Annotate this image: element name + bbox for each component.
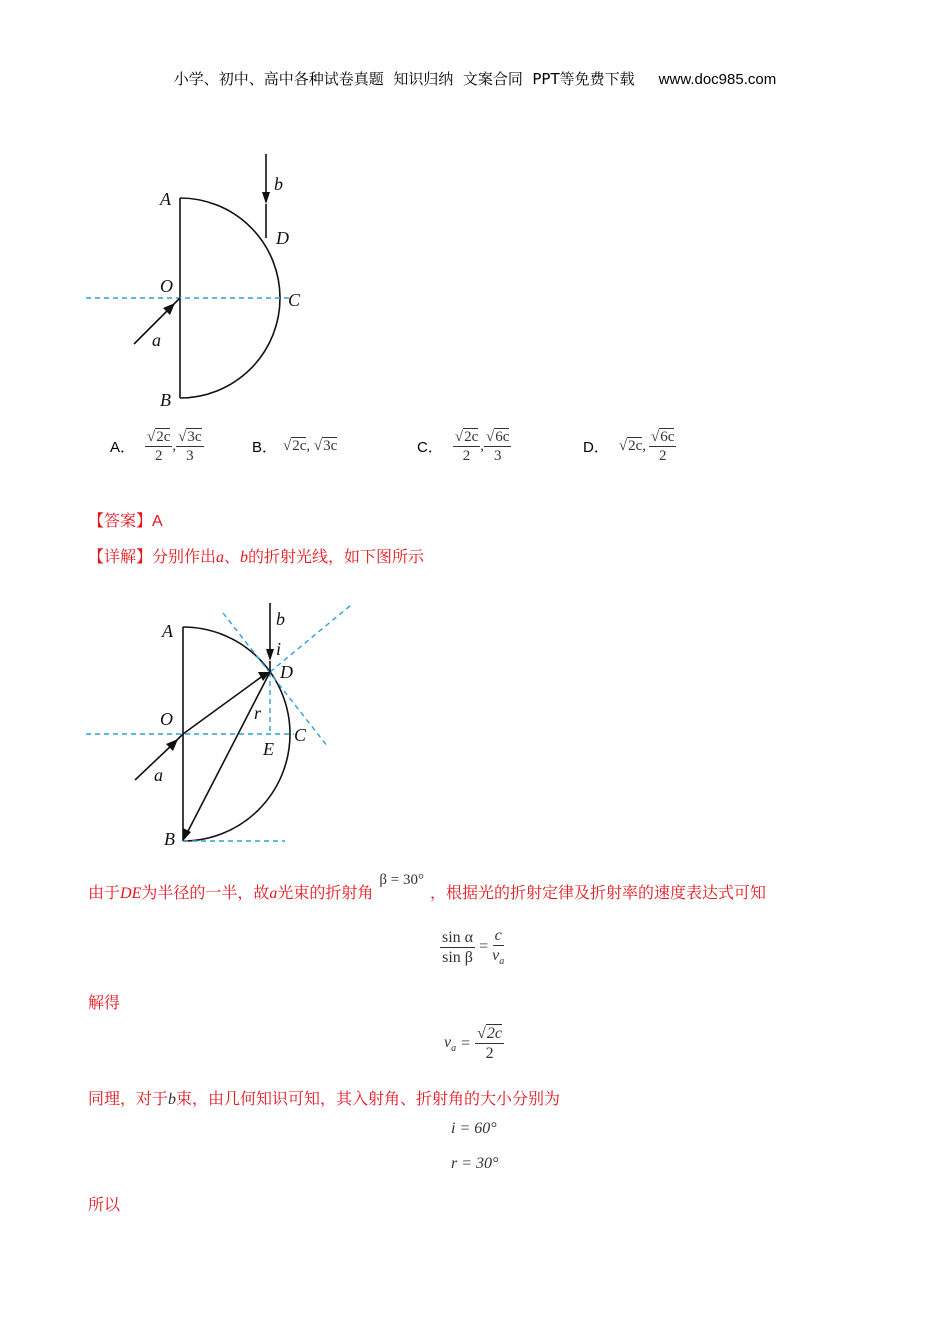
label-b: b: [276, 609, 285, 629]
option-D-letter: D．: [583, 438, 609, 456]
normal-od-extended: [223, 613, 328, 747]
explanation-line-2: 同理，对于b束，由几何知识可知，其入射角、折射角的大小分别为: [88, 1089, 561, 1108]
detail-label: 【详解】: [88, 547, 153, 566]
option-C-letter: C．: [417, 438, 443, 456]
figure-semicircle-1: [80, 140, 340, 420]
ray-a-end: [175, 734, 183, 742]
refracted-ray-a: [183, 675, 264, 734]
ray-a-end: [172, 298, 180, 306]
page-header: [0, 68, 950, 89]
label-O: O: [160, 709, 173, 729]
explanation-line-1: 由于DE为半径的一半，故a光束的折射角β = 30°，根据光的折射定律及折射率的速度表达式可知: [88, 872, 766, 902]
option-B-val2: 3c: [323, 437, 338, 454]
option-A-letter: A．: [110, 438, 136, 456]
ray-b-arrow: [266, 649, 274, 661]
label-a: a: [154, 765, 163, 785]
label-A: A: [162, 621, 173, 641]
eq1-lhs: $\frac{\text{sin α}}{\text{sin β}}$: [442, 928, 474, 966]
label-C: C: [294, 725, 307, 745]
label-A: A: [160, 189, 171, 209]
header-text: 小学、初中、高中各种试卷真题 知识归纳 文案合同 PPT等免费下载: [173, 70, 635, 88]
solve-label: 解得: [88, 993, 121, 1012]
label-O: O: [160, 276, 173, 296]
option-B-letter: B．: [252, 438, 278, 456]
equation-snell: $\frac{\text{sin α}}{\text{sin β}}$ = $\frac{c}{v_a}$: [442, 927, 505, 968]
option-B: B． √2c, √3c: [252, 437, 338, 456]
answer-line: [88, 508, 163, 531]
label-a: a: [152, 330, 161, 350]
option-C: C． $\frac{√2c}{2}$ , $\frac{√6c}{3}$: [417, 428, 510, 464]
equation-r: r = 30°: [451, 1155, 499, 1172]
label-i: i: [276, 639, 282, 659]
label-B: B: [164, 829, 175, 849]
option-D: D． √ 2c , $\frac{√6c}{2}$: [583, 428, 675, 464]
option-C-frac1: $\frac{√2c}{2}$: [454, 428, 479, 464]
eq1-rhs: $\frac{c}{v_a}$: [492, 927, 505, 968]
ray-b-arrow: [262, 192, 270, 204]
so-label: 所以: [88, 1195, 121, 1214]
option-A-frac2: $\frac{√3c}{3}$: [178, 428, 202, 464]
option-B-val1: 2c: [292, 437, 307, 454]
label-C: C: [288, 290, 301, 310]
beta-formula: β = 30°: [379, 872, 424, 888]
option-D-frac2: $\frac{√6c}{2}$: [651, 428, 675, 464]
equation-i: i = 60°: [451, 1120, 497, 1137]
header-url: www.doc985.com: [658, 71, 777, 88]
label-r: r: [254, 703, 262, 723]
option-A: A． $\frac{√2c}{2}$ , $\frac{√3c}{3}$: [110, 428, 202, 464]
figure-semicircle-2: [80, 595, 370, 855]
answer-label: 【答案】: [88, 511, 153, 530]
label-D: D: [280, 662, 293, 682]
equation-va: $v_a$ = $\frac{√2c}{2}$: [444, 1025, 503, 1063]
refracted-ray-b-arrow: [183, 828, 191, 841]
answer-value: A: [152, 513, 163, 530]
detail-line: 【详解】分别作出a、b的折射光线，如下图所示: [88, 547, 425, 566]
option-D-val1: 2c: [628, 438, 643, 454]
label-b: b: [274, 174, 283, 194]
label-E: E: [263, 739, 274, 759]
label-B: B: [160, 390, 171, 410]
option-A-frac1: $\frac{√2c}{2}$: [147, 428, 171, 464]
label-D: D: [276, 228, 289, 248]
option-C-frac2: $\frac{√6c}{3}$: [486, 428, 510, 464]
